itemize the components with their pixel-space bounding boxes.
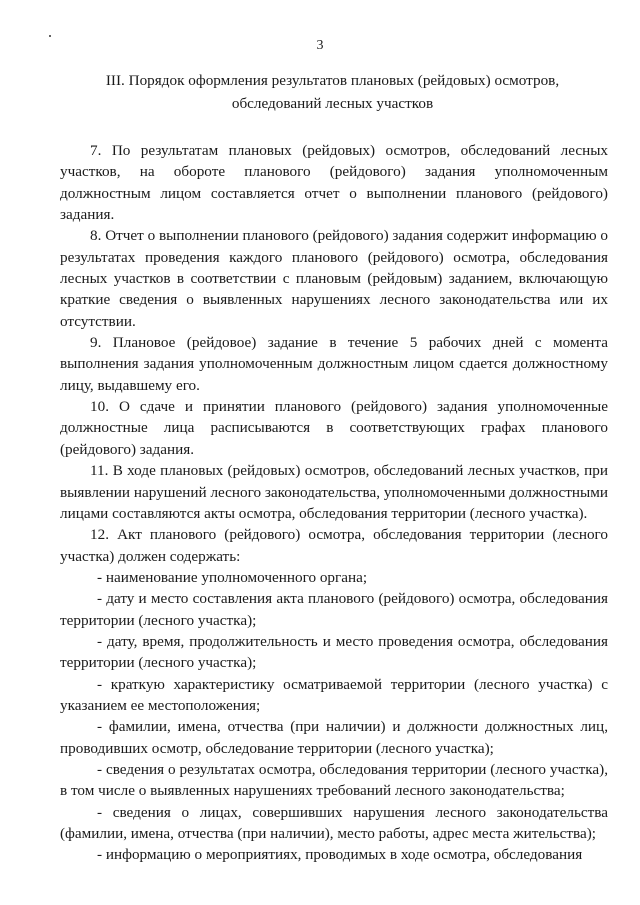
paragraph-10: 10. О сдаче и принятии планового (рейдового) задания уполномоченные должностные лица расписываются в соответствующих графах планового (рейдового) задания. bbox=[60, 398, 608, 458]
list-item: - сведения о результатах осмотра, обследования территории (лесного участка), в том числе о выявленных нарушениях требований лесного законодательства; bbox=[60, 760, 608, 800]
list-item: - фамилии, имена, отчества (при наличии) и должности должностных лиц, проводивших осмотр, обследование территории (лесного участка); bbox=[60, 718, 608, 757]
section-heading-line-2: обследований лесных участков bbox=[231, 95, 434, 112]
list-item: - информацию о мероприятиях, проводимых в ходе осмотра, обследования bbox=[97, 846, 583, 864]
scan-speck bbox=[49, 35, 51, 37]
paragraph-8: 8. Отчет о выполнении планового (рейдового) задания содержит информацию о результатах проведения каждого планового (рейдового) осмотра, обследования лесных участков в соответствии с плановым (рейдовым) заданием, включающую краткие сведения о выявленных нарушениях лесного законодательства или их отсутствии. bbox=[60, 227, 608, 330]
section-heading-line-1: III. Порядок оформления результатов плановых (рейдовых) осмотров, bbox=[105, 72, 560, 89]
list-item: - дату и место составления акта планового (рейдового) осмотра, обследования территории (лесного участка); bbox=[60, 590, 608, 629]
paragraph-9: 9. Плановое (рейдовое) задание в течение 5 рабочих дней с момента выполнения задания уполномоченным должностным лицом сдается должностному лицу, выдавшему его. bbox=[60, 334, 608, 394]
paragraph-12: 12. Акт планового (рейдового) осмотра, обследования территории (лесного участка) должен содержать: bbox=[60, 526, 608, 565]
page-number: 3 bbox=[316, 38, 324, 53]
list-item: - сведения о лицах, совершивших нарушения лесного законодательства (фамилии, имена, отчества (при наличии), место работы, адрес места жительства); bbox=[60, 803, 608, 842]
list-item: - краткую характеристику осматриваемой территории (лесного участка) с указанием ее местоположения; bbox=[60, 675, 608, 714]
paragraph-7: 7. По результатам плановых (рейдовых) осмотров, обследований лесных участков, на обороте планового (рейдового) задания уполномоченным должностным лицом составляется отчет о выполнении планового (рейдового) задания. bbox=[60, 142, 608, 224]
paragraph-11: 11. В ходе плановых (рейдовых) осмотров, обследований лесных участков, при выявлении нарушений лесного законодательства, уполномоченными должностными лицами составляются акты осмотра, обследования территории (лесного участка). bbox=[60, 462, 608, 522]
document-body bbox=[60, 140, 608, 866]
list-item: - наименование уполномоченного органа; bbox=[97, 568, 368, 586]
list-item: - дату, время, продолжительность и место проведения осмотра, обследования территории (лесного участка); bbox=[60, 632, 608, 672]
